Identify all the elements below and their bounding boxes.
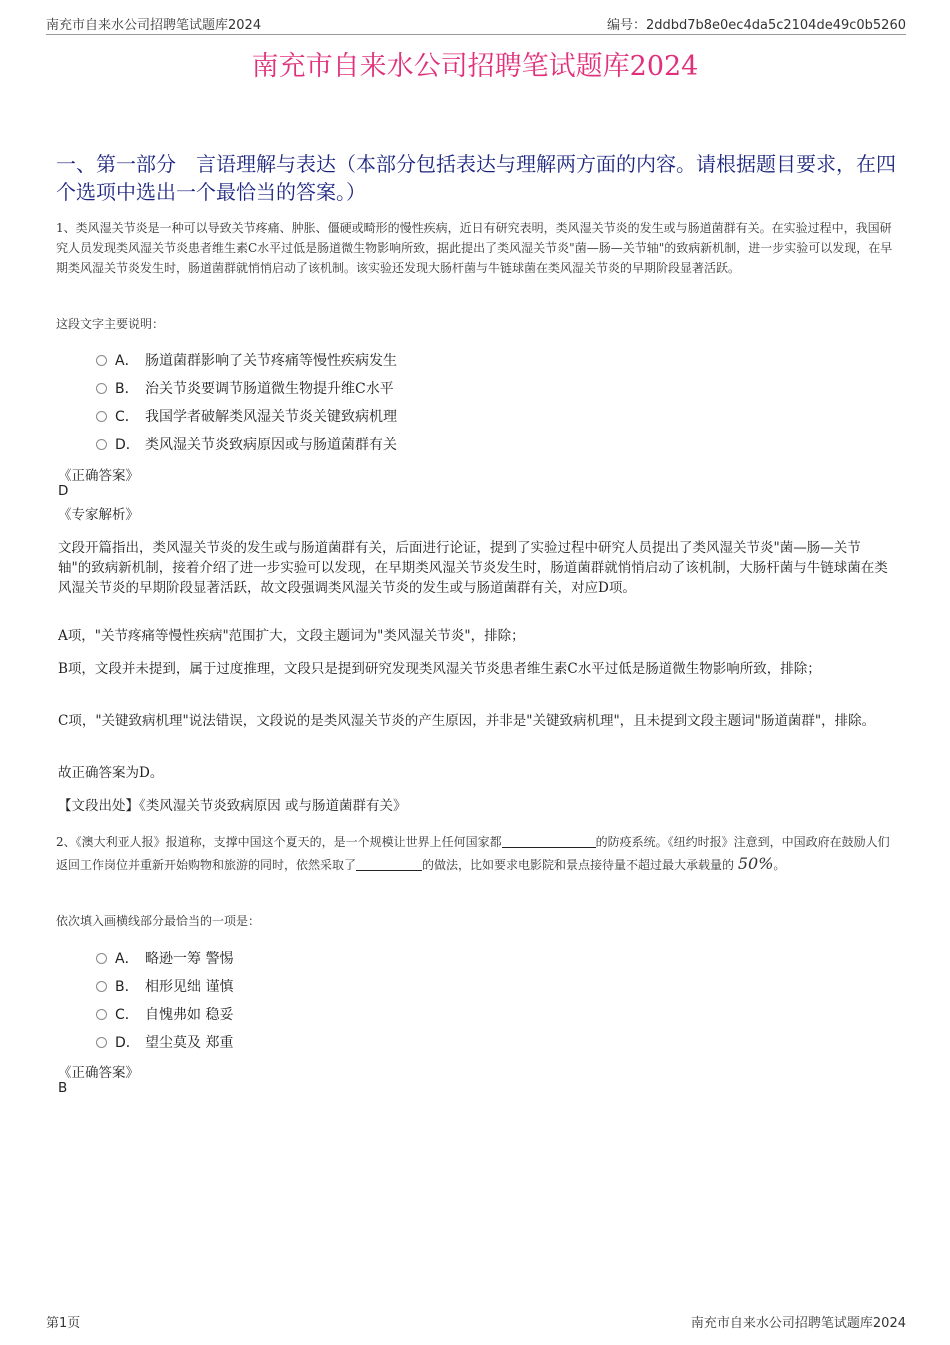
q1-option-c[interactable]: C． 我国学者破解类风湿关节炎关键致病机理: [96, 406, 397, 426]
q2-percent: 50%: [737, 854, 774, 873]
q2-option-d[interactable]: D． 望尘莫及 郑重: [96, 1032, 233, 1052]
q1-option-d[interactable]: D． 类风湿关节炎致病原因或与肠道菌群有关: [96, 434, 397, 454]
section-heading: 一、第一部分 言语理解与表达（本部分包括表达与理解两方面的内容。请根据题目要求，在四个选项中选出一个最恰当的答案。）: [56, 152, 896, 204]
radio-icon[interactable]: [96, 439, 107, 450]
q2-text: 2、《澳大利亚人报》报道称，支撑中国这个夏天的，是一个规模让世界上任何国家都 的防疫系统。《纽约时报》注意到，中国政府在鼓励人们返回工作岗位并重新开始购物和旅游的同时，依然采取了 的做法，比如要求电影院和景点接待量不超过最大承载量的 50%。: [56, 835, 890, 873]
radio-icon[interactable]: [96, 1009, 107, 1020]
q2-prompt: 依次填入画横线部分最恰当的一项是：: [56, 914, 261, 928]
q1-option-a[interactable]: A． 肠道菌群影响了关节疼痛等慢性疾病发生: [96, 350, 397, 370]
q2-option-c[interactable]: C． 自愧弗如 稳妥: [96, 1004, 233, 1024]
page-header: [46, 14, 906, 35]
q1-source: 【文段出处】《类风湿关节炎致病原因 或与肠道菌群有关》: [58, 798, 407, 814]
radio-icon[interactable]: [96, 383, 107, 394]
radio-icon[interactable]: [96, 953, 107, 964]
q2-answer: B: [58, 1080, 68, 1096]
q1-analysis-para: B项，文段并未提到，属于过度推理，文段只是提到研究发现类风湿关节炎患者维生素C水平过低是肠道微生物影响所致，排除；: [58, 661, 821, 677]
q1-analysis-label: 《专家解析》: [58, 507, 139, 523]
q1-option-b[interactable]: B． 治关节炎要调节肠道微生物提升维C水平: [96, 378, 394, 398]
q1-answer-label: 《正确答案》: [58, 468, 139, 484]
q2-answer-label: 《正确答案》: [58, 1065, 139, 1081]
q2-option-b[interactable]: B． 相形见绌 谨慎: [96, 976, 233, 996]
q1-analysis-para: A项，"关节疼痛等慢性疾病"范围扩大，文段主题词为"类风湿关节炎"，排除；: [58, 628, 525, 644]
page-number: 第1页: [46, 1316, 81, 1331]
radio-icon[interactable]: [96, 411, 107, 422]
fill-blank: [356, 857, 422, 871]
q1-analysis-para: 故正确答案为D。: [58, 765, 164, 781]
q1-analysis-para: C项，"关键致病机理"说法错误，文段说的是类风湿关节炎的产生原因，并非是"关键致病机理"，且未提到文段主题词"肠道菌群"，排除。: [58, 713, 876, 729]
radio-icon[interactable]: [96, 355, 107, 366]
footer-doc-title: 南充市自来水公司招聘笔试题库2024: [690, 1316, 906, 1331]
q1-text: 1、类风湿关节炎是一种可以导致关节疼痛、肿胀、僵硬或畸形的慢性疾病，近日有研究表明，类风湿关节炎的发生或与肠道菌群有关。在实验过程中，我国研究人员发现类风湿关节炎患者维生素C水平过低是肠道微生物影响所致，据此提出了类风湿关节炎"菌—肠—关节轴"的致病新机制，进一步实验可以发现，在早期类风湿关节炎发生时，肠道菌群就悄悄启动了该机制。该实验还发现大肠杆菌与牛链球菌在类风湿关节炎的早期阶段显著活跃。: [56, 221, 893, 275]
header-doc-id: 编号：2ddbd7b8e0ec4da5c2104de49c0b5260: [606, 18, 906, 33]
q1-analysis-para: 文段开篇指出，类风湿关节炎的发生或与肠道菌群有关，后面进行论证，提到了实验过程中研究人员提出了类风湿关节炎"菌—肠—关节轴"的致病新机制，接着介绍了进一步实验可以发现，在早期类风湿关节炎发生时，肠道菌群就悄悄启动了该机制，大肠杆菌与牛链球菌在类风湿关节炎的早期阶段显著活跃，故文段强调类风湿关节炎的发生或与肠道菌群有关，对应D项。: [58, 540, 888, 596]
radio-icon[interactable]: [96, 981, 107, 992]
header-doc-title: 南充市自来水公司招聘笔试题库2024: [46, 18, 262, 33]
q2-option-a[interactable]: A． 略逊一筹 警惕: [96, 948, 233, 968]
page-title: 南充市自来水公司招聘笔试题库2024: [251, 51, 699, 82]
q1-answer: D: [58, 483, 69, 499]
radio-icon[interactable]: [96, 1037, 107, 1048]
q1-prompt: 这段文字主要说明：: [56, 317, 165, 331]
fill-blank: [502, 834, 596, 848]
